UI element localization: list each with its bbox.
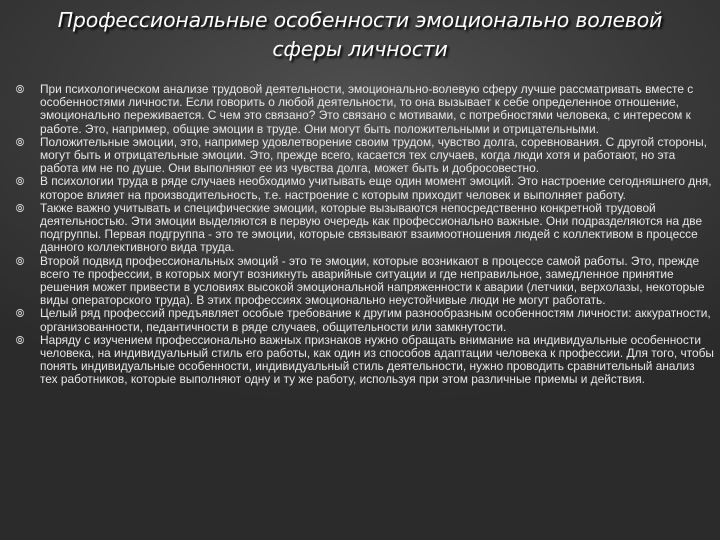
list-item [14, 136, 714, 176]
bullet-text: Положительные эмоции, это, например удовлетворение своим трудом, чувство долга, соревнования. С другой стороны, могут быть и отрицательные эмоции. Это, прежде всего, касается тех случаев, когда люди хотя и работают, но эта работа им не по душе. Они выполняют ее из чувства долга, может быть и добросовестно. [40, 134, 707, 176]
bullet-text: При психологическом анализе трудовой деятельности, эмоционально-волевую сферу лучше рассматривать вместе с особенностями личности. Если говорить о любой деятельности, то она вызывает к себе определенное отношение, эмоционально переживается. С чем это связано? Это связано с мотивами, с потребностями человека, с интересом к работе. Это, например, общие эмоции в труде. Они могут быть положительными и отрицательными. [40, 82, 694, 136]
circled-bullet-icon: ⦾ [15, 135, 25, 149]
circled-bullet-icon: ⦾ [15, 175, 25, 189]
slide-title [0, 6, 720, 64]
list-item [14, 175, 714, 201]
bullet-text: Целый ряд профессий предъявляет особые требование к другим разнообразным особенностям личности: аккуратности, организованности, педантичности в ряде случаев, общительности или замкнутости. [40, 306, 711, 334]
bullet-text: Также важно учитывать и специфические эмоции, которые вызываются непосредственно конкретной трудовой деятельностью. Эти эмоции выделяются в первую очередь как профессионально важные. Они подразделяются на две подгруппы. Первая подгруппа - это те эмоции, которые связывают взаимоотношения людей с коллективом в процессе данного коллективного вида труда. [40, 200, 703, 255]
list-item [14, 83, 714, 136]
circled-bullet-icon: ⦾ [15, 83, 25, 96]
list-item [14, 255, 714, 308]
list-item [14, 334, 714, 387]
slide-title-line-1: Профессиональные особенности эмоционально волевой [57, 8, 663, 32]
bullet-text: В психологии труда в ряде случаев необходимо учитывать еще один момент эмоций. Это настроение сегодняшнего дня, которое влияет на производительность, т.е. настроение с которым приходит человек и выполняет работу. [40, 174, 712, 202]
circled-bullet-icon: ⦾ [15, 333, 25, 347]
circled-bullet-icon: ⦾ [15, 254, 25, 268]
bullet-text: Второй подвид профессиональных эмоций - это те эмоции, которые возникают в процессе самой работы. Это, прежде всего те профессии, в которых могут возникнуть аварийные ситуации и где неправильное, замедленное принятие решения может привести в условиях высокой эмоциональной напряженности к аварии (летчики, верхолазы, некоторые виды операторского труда). В этих профессиях эмоционально неустойчивые люди не могут работать. [40, 253, 705, 308]
slide-title-line-2: сферы личности [272, 37, 448, 61]
bullet-text: Наряду с изучением профессионально важных признаков нужно обращать внимание на индивидуальные особенности человека, на индивидуальный стиль его работы, как один из способов адаптации человека к профессии. Для того, чтобы понять индивидуальные особенности, индивидуальный стиль деятельности, нужно проводить сравнительный анализ тех работников, которые выполняют одну и ту же работу, используя при этом различные приемы и действия. [40, 332, 714, 387]
list-item [14, 307, 714, 333]
circled-bullet-icon: ⦾ [15, 307, 25, 321]
list-item [14, 202, 714, 255]
circled-bullet-icon: ⦾ [15, 201, 25, 215]
bullet-list [14, 83, 714, 387]
